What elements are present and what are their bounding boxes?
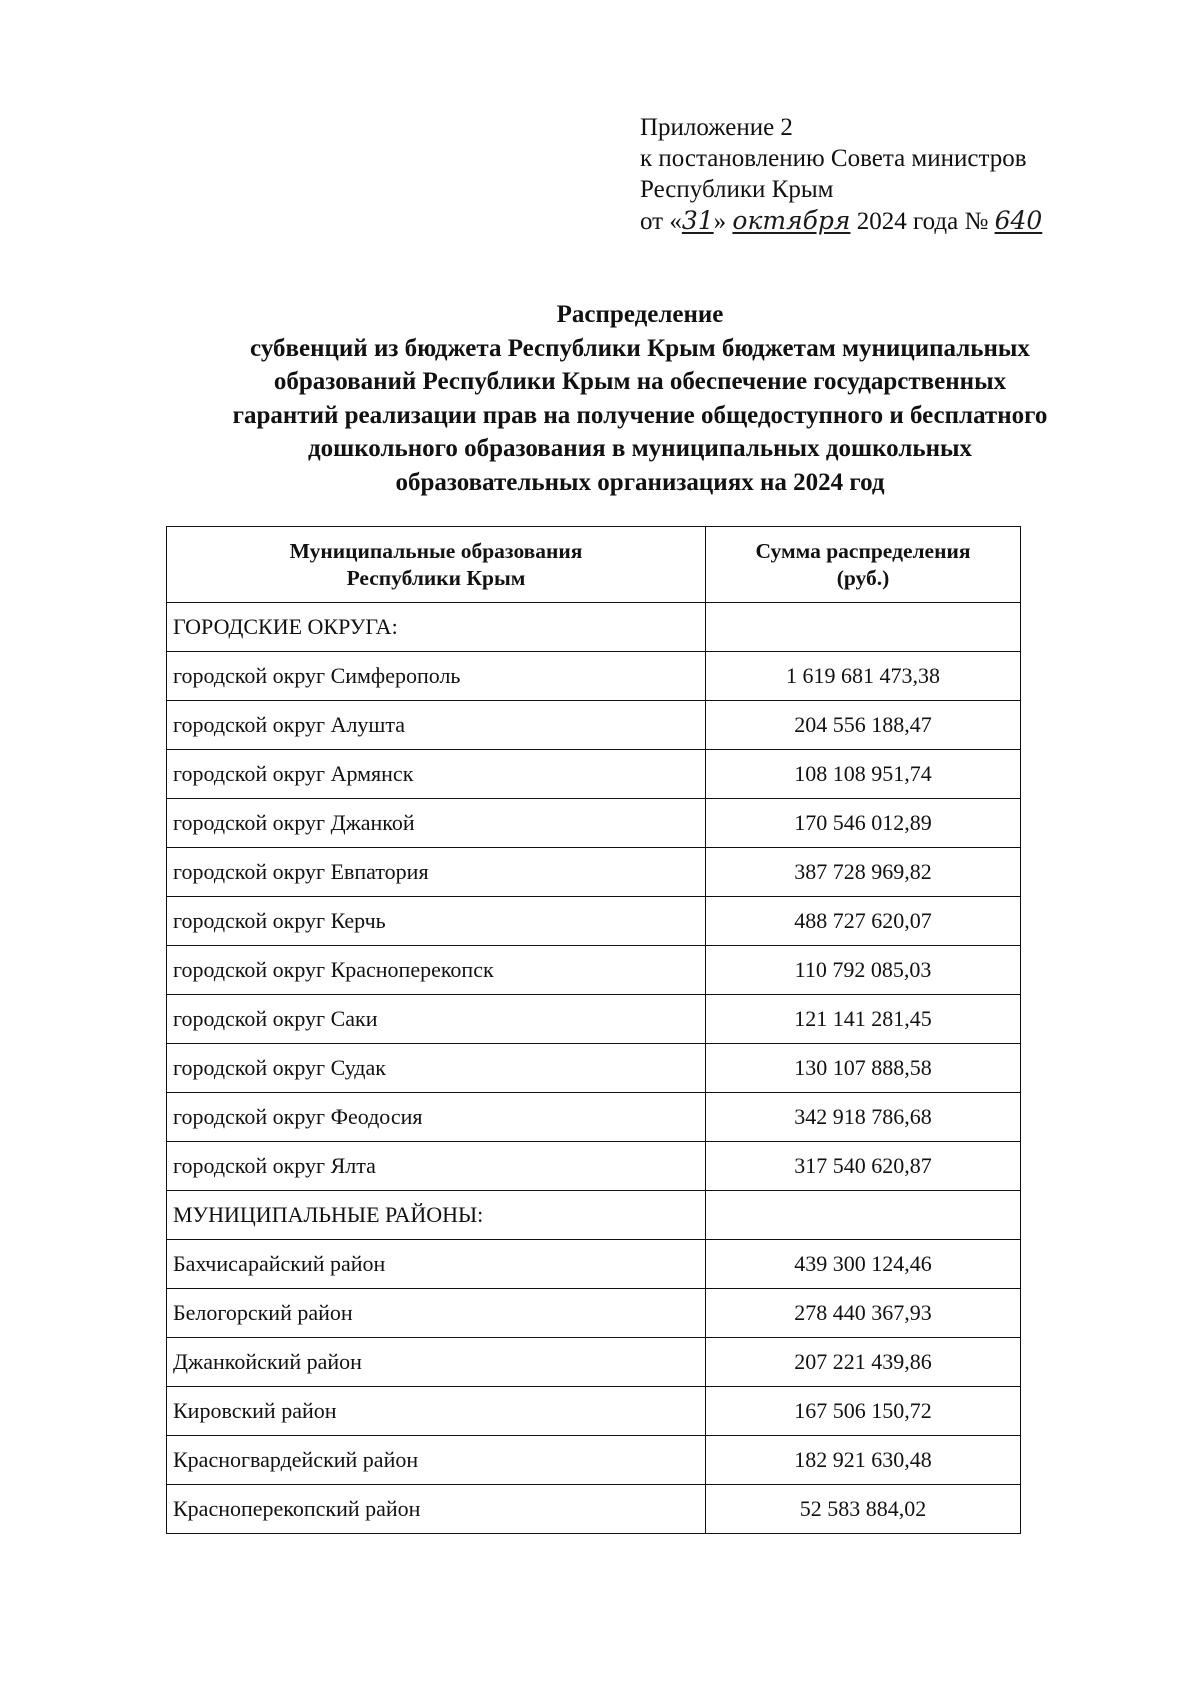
table-row (167, 995, 1021, 1044)
row-municipality: городской округ Армянск (167, 750, 706, 799)
title-line-6: образовательных организациях на 2024 год (395, 468, 885, 496)
row-amount: 52 583 884,02 (706, 1485, 1021, 1534)
row-amount: 317 540 620,87 (706, 1142, 1021, 1191)
table-row (167, 1289, 1021, 1338)
table-row (167, 1191, 1021, 1240)
row-municipality: ГОРОДСКИЕ ОКРУГА: (167, 603, 706, 652)
table-row (167, 897, 1021, 946)
date-year: 2024 года № (856, 208, 989, 235)
table-row (167, 1436, 1021, 1485)
distribution-table (166, 526, 1021, 1534)
row-municipality: городской округ Ялта (167, 1142, 706, 1191)
table-body (167, 603, 1021, 1534)
row-municipality: городской округ Феодосия (167, 1093, 706, 1142)
table-row (167, 1240, 1021, 1289)
row-amount: 207 221 439,86 (706, 1338, 1021, 1387)
row-municipality: Кировский район (167, 1387, 706, 1436)
row-amount: 110 792 085,03 (706, 946, 1021, 995)
row-municipality: городской округ Джанкой (167, 799, 706, 848)
row-amount: 488 727 620,07 (706, 897, 1021, 946)
row-amount (706, 603, 1021, 652)
row-municipality: Бахчисарайский район (167, 1240, 706, 1289)
row-municipality: городской округ Евпатория (167, 848, 706, 897)
row-municipality: МУНИЦИПАЛЬНЫЕ РАЙОНЫ: (167, 1191, 706, 1240)
row-amount: 170 546 012,89 (706, 799, 1021, 848)
table-row (167, 701, 1021, 750)
annex-date-line (640, 205, 1065, 237)
row-amount: 167 506 150,72 (706, 1387, 1021, 1436)
title-line-4: гарантий реализации прав на получение общедоступного и бесплатного (232, 401, 1048, 429)
table-row (167, 1142, 1021, 1191)
row-amount: 182 921 630,48 (706, 1436, 1021, 1485)
annex-ref-2: Республики Крым (640, 176, 834, 203)
table-row (167, 1044, 1021, 1093)
row-municipality: городской округ Саки (167, 995, 706, 1044)
annex-header (640, 112, 1065, 237)
table-row (167, 848, 1021, 897)
row-municipality: городской округ Симферополь (167, 652, 706, 701)
title-line-2: субвенций из бюджета Республики Крым бюджетам муниципальных (250, 334, 1030, 362)
row-amount: 278 440 367,93 (706, 1289, 1021, 1338)
document-title (130, 298, 1150, 499)
handwritten-day: 31 (681, 206, 714, 235)
table-row (167, 946, 1021, 995)
table-row (167, 750, 1021, 799)
row-amount: 1 619 681 473,38 (706, 652, 1021, 701)
header-amount (706, 527, 1021, 603)
row-amount (706, 1191, 1021, 1240)
header-col1-line1: Муниципальные образования (289, 538, 583, 563)
row-amount: 204 556 188,47 (706, 701, 1021, 750)
row-municipality: городской округ Судак (167, 1044, 706, 1093)
row-amount: 121 141 281,45 (706, 995, 1021, 1044)
header-col2-line2: (руб.) (836, 565, 890, 590)
row-amount: 387 728 969,82 (706, 848, 1021, 897)
row-municipality: Красноперекопский район (167, 1485, 706, 1534)
row-amount: 108 108 951,74 (706, 750, 1021, 799)
table-row (167, 1338, 1021, 1387)
header-municipalities (167, 527, 706, 603)
handwritten-month: октября (732, 206, 851, 235)
annex-title: Приложение 2 (640, 114, 793, 141)
row-amount: 130 107 888,58 (706, 1044, 1021, 1093)
title-line-3: образований Республики Крым на обеспечение государственных (273, 368, 1007, 395)
row-municipality: Джанкойский район (167, 1338, 706, 1387)
annex-ref: к постановлению Совета министров (640, 145, 1027, 172)
row-municipality: Белогорский район (167, 1289, 706, 1338)
row-municipality: городской округ Алушта (167, 701, 706, 750)
table-row (167, 1485, 1021, 1534)
title-line-1: Распределение (556, 301, 724, 328)
header-col1-line2: Республики Крым (346, 565, 526, 590)
row-municipality: Красногвардейский район (167, 1436, 706, 1485)
table-row (167, 1093, 1021, 1142)
title-line-5: дошкольного образования в муниципальных дошкольных (307, 435, 972, 462)
date-mid: » (713, 208, 727, 235)
table-row (167, 652, 1021, 701)
header-col2-line1: Сумма распределения (755, 538, 971, 563)
table-row (167, 603, 1021, 652)
row-amount: 439 300 124,46 (706, 1240, 1021, 1289)
date-prefix: от « (640, 208, 682, 235)
handwritten-number: 640 (994, 206, 1043, 235)
row-municipality: городской округ Красноперекопск (167, 946, 706, 995)
table-row (167, 799, 1021, 848)
row-municipality: городской округ Керчь (167, 897, 706, 946)
table-header-row (167, 527, 1021, 603)
table-row (167, 1387, 1021, 1436)
row-amount: 342 918 786,68 (706, 1093, 1021, 1142)
